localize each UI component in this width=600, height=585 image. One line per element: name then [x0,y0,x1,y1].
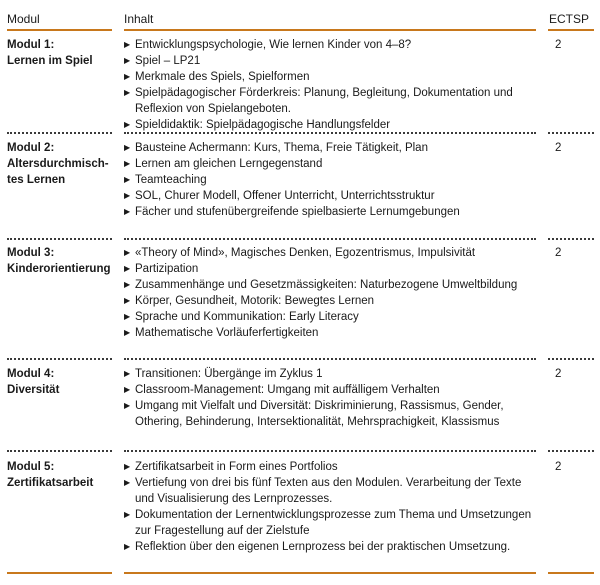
row-separator [124,238,536,240]
row-separator [124,132,536,134]
list-item: ▶ Zusammenhänge und Gesetzmässigkeiten: Naturbezogene Umweltbildung [124,277,534,293]
footer-rule-ectsp [548,572,594,574]
row-separator [548,358,594,360]
header-rule-inhalt [124,29,536,31]
list-item: ▶ Spieldidaktik: Spielpädagogische Handlungsfelder [124,117,534,133]
list-item: ▶ Teamteaching [124,172,534,188]
module-ects: 2 [555,142,562,154]
module-title: Modul 4: Diversität [7,368,60,396]
row-separator [124,450,536,452]
table-header [0,12,600,30]
module-ects: 2 [555,368,562,380]
module-ects: 2 [555,39,562,51]
list-item: ▶ Entwicklungspsychologie, Wie lernen Kinder von 4–8? [124,37,534,53]
list-item: ▶ Classroom-Management: Umgang mit auffälligem Verhalten [124,382,534,398]
list-item: ▶ Lernen am gleichen Lerngegenstand [124,156,534,172]
row-separator [548,132,594,134]
list-item: ▶ Fächer und stufenübergreifende spielbasierte Lernumgebungen [124,204,534,220]
list-item: ▶ Transitionen: Übergänge im Zyklus 1 [124,366,534,382]
row-separator [548,450,594,452]
list-item: ▶ Körper, Gesundheit, Motorik: Bewegtes Lernen [124,293,534,309]
list-item: ▶ Dokumentation der Lernentwicklungsprozesse zum Thema und Umsetzungen zur Fragestellung auf der Zielstufe [124,507,534,539]
row-separator [7,238,112,240]
list-item: ▶ Sprache und Kommunikation: Early Literacy [124,309,534,325]
footer-rule-modul [7,572,112,574]
module-content-list [124,366,534,430]
list-item: ▶ Spiel – LP21 [124,53,534,69]
row-separator [7,358,112,360]
row-separator [548,238,594,240]
list-item: ▶ «Theory of Mind», Magisches Denken, Egozentrismus, Impulsivität [124,245,534,261]
module-title: Modul 3: Kinderorientierung [7,247,111,275]
list-item: ▶ Partizipation [124,261,534,277]
module-content-list [124,37,534,133]
list-item: ▶ Spielpädagogischer Förderkreis: Planung, Begleitung, Dokumentation und Reflexion von Spielangeboten. [124,85,534,117]
row-separator [7,450,112,452]
module-content-list [124,459,534,555]
footer-rule-inhalt [124,572,536,574]
module-content-list [124,140,534,220]
row-separator [7,132,112,134]
list-item: ▶ SOL, Churer Modell, Offener Unterricht, Unterrichtsstruktur [124,188,534,204]
module-ects: 2 [555,247,562,259]
row-separator [124,358,536,360]
list-item: ▶ Umgang mit Vielfalt und Diversität: Diskriminierung, Rassismus, Gender, Othering, Behinderung, Intersektionalität, Mehrsprachigkeit, Klassismus [124,398,534,430]
header-ectsp: ECTSP [549,12,590,26]
module-ects: 2 [555,461,562,473]
module-title: Modul 5: Zertifikatsarbeit [7,461,94,489]
module-title: Modul 2: Altersdurchmisch- tes Lernen [7,142,109,186]
list-item: ▶ Bausteine Achermann: Kurs, Thema, Freie Tätigkeit, Plan [124,140,534,156]
module-title: Modul 1: Lernen im Spiel [7,39,93,67]
module-content-list [124,245,534,341]
header-inhalt: Inhalt [124,12,154,26]
header-rule-modul [7,29,112,31]
list-item: ▶ Mathematische Vorläuferfertigkeiten [124,325,534,341]
header-rule-ectsp [548,29,594,31]
list-item: ▶ Reflektion über den eigenen Lernprozess bei der praktischen Umsetzung. [124,539,534,555]
list-item: ▶ Merkmale des Spiels, Spielformen [124,69,534,85]
list-item: ▶ Vertiefung von drei bis fünf Texten aus den Modulen. Verarbeitung der Texte und Visualisierung des Lernprozesses. [124,475,534,507]
list-item: ▶ Zertifikatsarbeit in Form eines Portfolios [124,459,534,475]
header-modul: Modul [7,12,40,26]
